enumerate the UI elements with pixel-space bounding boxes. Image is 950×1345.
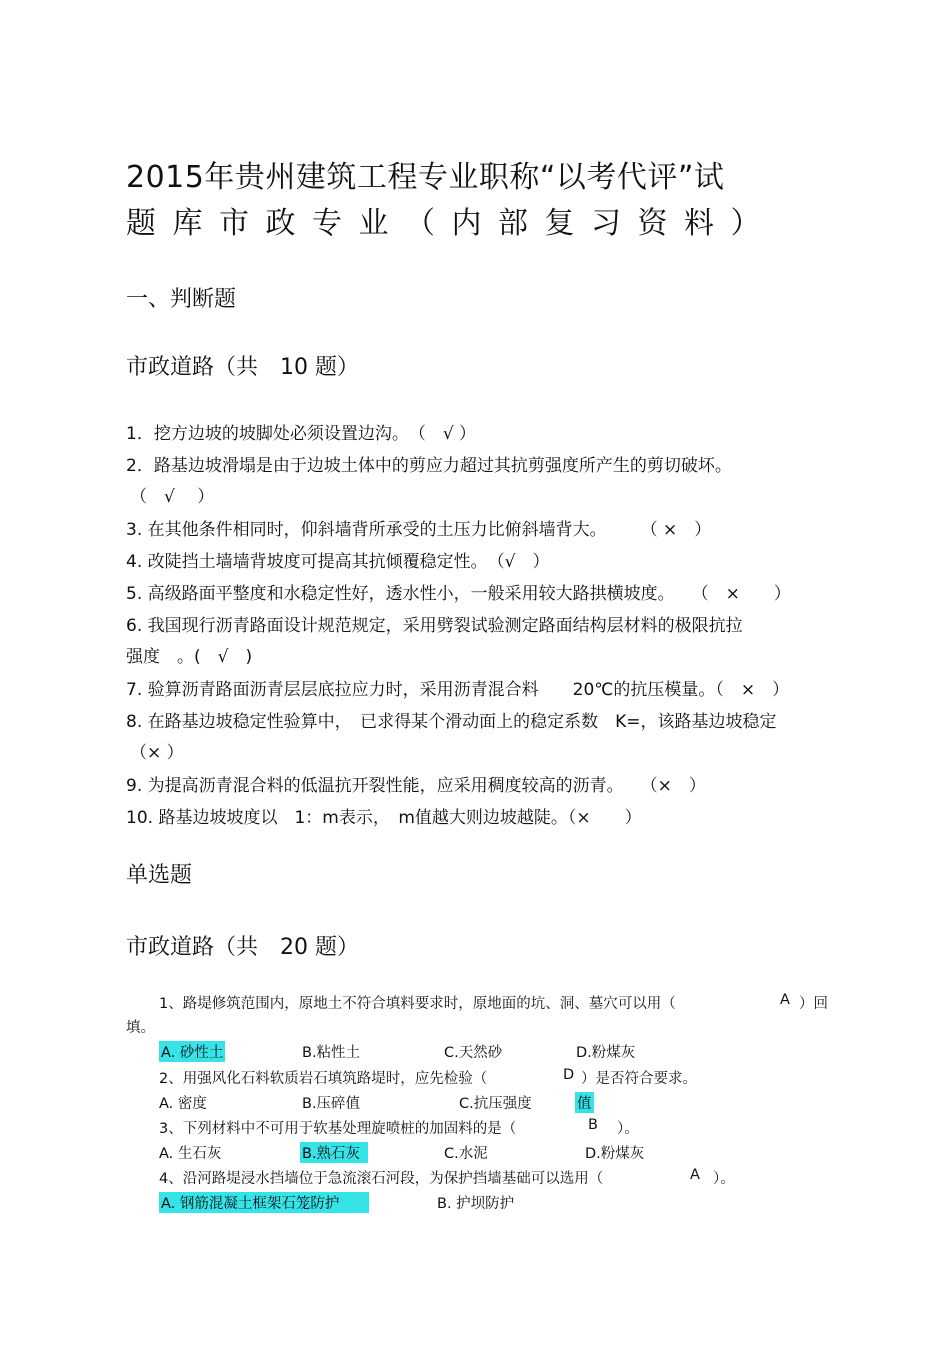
title-line-2-char: 题 <box>126 206 156 241</box>
tf-question: 10. 路基边坡坡度以 1：m表示， m值越大则边坡越陡。（× ） <box>126 808 642 828</box>
mc-option: A. 钢筋混凝土框架石笼防护 <box>159 1192 369 1213</box>
mc-question-2-end: ）是否符合要求。 <box>581 1071 697 1087</box>
title-line-2-char: 政 <box>265 206 296 241</box>
title-line-2-char: 市 <box>219 206 249 241</box>
section-heading-single-choice: 单选题 <box>126 863 193 888</box>
title-line-2-char: 专 <box>312 206 342 241</box>
mc-answer-3: B <box>588 1117 598 1133</box>
mc-option: A. 砂性土 <box>159 1041 225 1062</box>
tf-question: 2．路基边坡滑塌是由于边坡土体中的剪应力超过其抗剪强度所产生的剪切破坏。 <box>126 456 732 476</box>
mc-question-4: 4、沿河路堤浸水挡墙位于急流滚石河段，为保护挡墙基础可以选用（ <box>159 1171 604 1187</box>
tf-question-cont: 强度 。( √ ) <box>126 647 253 667</box>
mc-question-3: 3、下列材料中不可用于软基处理旋喷桩的加固料的是（ <box>159 1121 517 1137</box>
mc-option: A. 密度 <box>159 1096 207 1112</box>
tf-question: 7. 验算沥青路面沥青层层底拉应力时，采用沥青混合料 20℃的抗压模量。（ × ） <box>126 680 790 700</box>
mc-question-1-cont: 填。 <box>126 1020 155 1036</box>
title-line-2-char: （ <box>405 206 435 241</box>
tf-question-cont: （× ） <box>130 743 184 763</box>
mc-option: B.粘性土 <box>302 1045 361 1061</box>
tf-question: 8. 在路基边坡稳定性验算中， 已求得某个滑动面上的稳定系数 K=，该路基边坡稳定 <box>126 712 777 732</box>
mc-option: C.天然砂 <box>444 1045 503 1061</box>
tf-question-cont: （ √ ） <box>130 487 215 507</box>
title-line-2-char: 料 <box>684 206 714 241</box>
tf-question: 6. 我国现行沥青路面设计规范规定，采用劈裂试验测定路面结构层材料的极限抗拉 <box>126 616 743 636</box>
tf-question: 5. 高级路面平整度和水稳定性好，透水性小，一般采用较大路拱横坡度。 （ × ） <box>126 584 791 604</box>
title-line-2-char: 习 <box>591 206 621 241</box>
title-line-2-char: 业 <box>358 206 389 241</box>
mc-question-1-end: ）回 <box>799 996 828 1012</box>
mc-question-1: 1、路堤修筑范围内，原地土不符合填料要求时，原地面的坑、洞、墓穴可以用（ <box>159 996 676 1012</box>
tf-question: 4. 改陡挡土墙墙背坡度可提高其抗倾覆稳定性。 （√ ） <box>126 552 550 572</box>
mc-answer-2: D <box>563 1067 575 1083</box>
title-line-2-char: ） <box>730 206 761 241</box>
title-line-2 <box>126 198 777 242</box>
tf-question: 1．挖方边坡的坡脚处必须设置边沟。 （ √ ） <box>126 424 477 444</box>
subsection-heading-road: 市政道路（共 10 题） <box>126 355 359 380</box>
tf-question: 3. 在其他条件相同时，仰斜墙背所承受的土压力比俯斜墙背大。 （ × ） <box>126 520 712 540</box>
tf-question: 9. 为提高沥青混合料的低温抗开裂性能，应采用稠度较高的沥青。 （× ） <box>126 776 706 796</box>
title-line-2-char: 库 <box>172 206 203 241</box>
mc-option: C.抗压强度 <box>459 1096 532 1112</box>
section-heading-judgement: 一、判断题 <box>126 287 237 312</box>
mc-option: C.水泥 <box>444 1146 488 1162</box>
mc-option: D.粉煤灰 <box>585 1146 645 1162</box>
title-line-2-char: 内 <box>451 206 482 241</box>
mc-option: B.熟石灰 <box>300 1142 368 1163</box>
mc-answer-4: A <box>690 1167 700 1183</box>
mc-option: D.粉煤灰 <box>576 1045 636 1061</box>
mc-option: A. 生石灰 <box>159 1146 222 1162</box>
mc-answer-1: A <box>780 992 790 1008</box>
title-line-2-char: 复 <box>544 206 575 241</box>
mc-option: 值 <box>575 1092 594 1113</box>
title-line-2-char: 资 <box>637 206 668 241</box>
mc-question-2: 2、用强风化石料软质岩石填筑路堤时，应先检验（ <box>159 1071 488 1087</box>
title-line-2-char: 部 <box>498 206 528 241</box>
subsection-heading-road-2: 市政道路（共 20 题） <box>126 935 359 960</box>
mc-option: B.压碎值 <box>302 1096 361 1112</box>
mc-question-3-end: ）。 <box>617 1121 639 1137</box>
mc-question-4-end: ）。 <box>713 1171 735 1187</box>
title-line-1: 2015年贵州建筑工程专业职称“以考代评”试 <box>126 160 725 195</box>
mc-option: B. 护坝防护 <box>437 1196 515 1212</box>
